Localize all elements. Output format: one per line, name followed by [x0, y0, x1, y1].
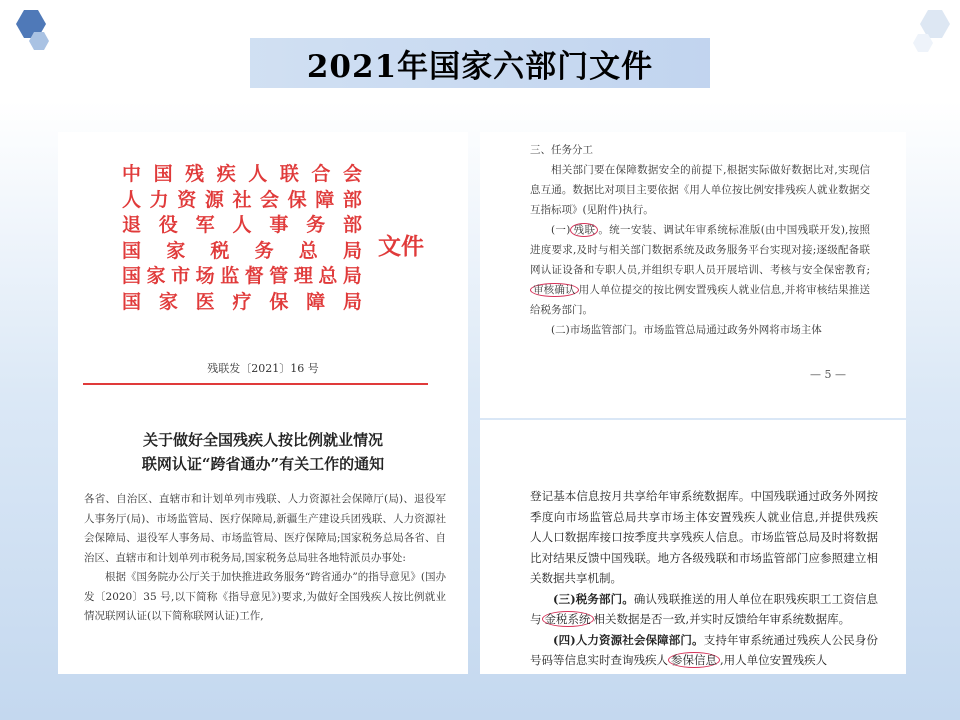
issuer-char: 疾: [216, 163, 236, 185]
issuer-char: 事: [269, 214, 289, 236]
body-paragraph: 根据《国务院办公厅关于加快推进政务服务“跨省通办”的指导意见》(国办发〔2020〕35 号,以下简称《指导意见》)要求,为做好全国残疾人按比例就业情况联网认证(以下简称联网认证)工作,: [84, 571, 446, 622]
circled-highlight: 参保信息: [668, 652, 720, 668]
document-page-5: [480, 132, 906, 418]
issuer-char: 总: [318, 265, 338, 287]
issuer-char: 家: [146, 265, 166, 287]
task-division-text: [530, 140, 870, 340]
paragraph-disabled-persons-federation: [530, 220, 870, 320]
section-heading: 三、任务分工: [530, 144, 593, 156]
issuer-char: 场: [195, 265, 215, 287]
paragraph-data-sharing: 相关部门要在保障数据安全的前提下,根据实际做好数据比对,实现信息互通。数据比对项目主要依据《用人单位按比例安排残疾人就业数据交互指标项》(见附件)执行。: [530, 164, 870, 216]
issuer-char: 税: [210, 239, 230, 262]
issuing-departments: [122, 162, 362, 315]
paragraph-tax-department: [530, 589, 878, 630]
issuer-line: [122, 239, 362, 265]
issuer-char: 残: [185, 163, 205, 185]
notice-title-line-2: 联网认证“跨省通办”有关工作的通知: [141, 455, 385, 473]
paragraph-market-supervision: (二)市场监管部门。市场监管总局通过政务外网将市场主体: [551, 324, 822, 336]
issuer-line: [122, 188, 362, 214]
issuer-char: 国: [122, 290, 142, 313]
issuer-char: 医: [195, 290, 215, 313]
issuer-char: 保: [269, 290, 289, 313]
issuer-char: 局: [342, 239, 362, 262]
issuer-char: 国: [122, 265, 142, 287]
issuer-char: 退: [122, 214, 142, 236]
item-prefix: (一): [551, 224, 571, 236]
issuer-line: [122, 264, 362, 290]
issuer-char: 役: [158, 214, 178, 236]
issuer-char: 市: [171, 265, 191, 287]
issuer-char: 务: [254, 239, 274, 262]
issuer-char: 合: [311, 163, 331, 185]
issuer-char: 总: [298, 239, 318, 262]
issuer-char: 源: [204, 188, 224, 211]
issuer-char: 保: [287, 188, 307, 211]
issuer-char: 家: [166, 239, 186, 262]
paragraph-text: ,用人单位安置残疾人: [720, 653, 828, 667]
issuer-line: [122, 213, 362, 239]
task-division-continued: [530, 486, 878, 671]
paragraph-text: 用人单位提交的按比例安置残疾人就业信息,并将审核结果推送给税务部门。: [530, 284, 870, 316]
issuer-char: 力: [149, 188, 169, 211]
paragraph-text: 支持年审系统通过残疾人公民身份号码等信息实时查询残疾人: [530, 632, 878, 667]
hexagon-decoration-left: [8, 8, 52, 56]
issuer-char: 人: [248, 163, 268, 185]
page-number: — 5 —: [810, 368, 846, 381]
paragraph-data-registration: 登记基本信息按月共享给年审系统数据库。中国残联通过政务外网按季度向市场监管总局共享市场主体安置残疾人就业信息,并提供残疾人人口数据库接口按季度共享残疾人信息。市场监管总局及时将数据比对结果反馈中国残联。地方各级残联和市场监管部门应参照建立相关数据共享机制。: [530, 489, 878, 585]
issuer-char: 国: [122, 239, 142, 262]
issuer-char: 联: [279, 163, 299, 185]
issuer-line: [122, 290, 362, 316]
notice-title-line-1: 关于做好全国残疾人按比例就业情况: [142, 431, 383, 449]
issuer-char: 局: [342, 290, 362, 313]
paragraph-text: 确认残联推送的用人单位在职残疾职工工资信息与: [530, 591, 878, 626]
issuer-char: 理: [293, 265, 313, 287]
issuer-char: 督: [244, 265, 264, 287]
issuer-char: 监: [220, 265, 240, 287]
issuer-char: 军: [195, 214, 215, 236]
issuer-line: [122, 162, 362, 188]
issuer-char: 部: [342, 188, 362, 211]
document-type-label: 文件: [378, 233, 424, 260]
issuer-char: 障: [306, 290, 326, 313]
paragraph-text: 。统一安装、调试年审系统标准版(由中国残联开发),按照进度要求,及时与相关部门数据系统及政务服务平台实现对接;逐级配备联网认证设备和专职人员,并组织专职人员开展培训、考核与安全保密教育;: [530, 224, 871, 276]
issuer-char: 资: [177, 188, 197, 211]
issuer-char: 疗: [232, 290, 252, 313]
issuer-char: 局: [342, 265, 362, 287]
issuer-char: 人: [122, 188, 142, 211]
paragraph-text: 相关数据是否一致,并实时反馈给年审系统数据库。: [593, 612, 851, 626]
document-page-cover: [58, 132, 468, 674]
issuer-char: 人: [232, 214, 252, 236]
notice-body: [84, 490, 446, 627]
addressee-paragraph: 各省、自治区、直辖市和计划单列市残联、人力资源社会保障厅(局)、退役军人事务厅(局)、市场监管局、医疗保障局,新疆生产建设兵团残联、人力资源社会保障局、退役军人事务局、市场监管局、医疗保障局;国家税务总局各省、自治区、直辖市和计划单列市税务局,国家税务总局驻各地特派员办事处:: [84, 493, 446, 564]
issuer-char: 障: [315, 188, 335, 211]
issuer-char: 会: [342, 163, 362, 185]
item-heading: (三)税务部门。: [553, 591, 634, 606]
circled-highlight: 金税系统: [542, 611, 594, 627]
slide-title: 2021年国家六部门文件: [306, 48, 654, 85]
issuer-char: 会: [260, 188, 280, 211]
document-number: 残联发〔2021〕16 号: [207, 362, 319, 375]
issuer-char: 管: [269, 265, 289, 287]
issuer-char: 国: [153, 163, 173, 185]
issuer-char: 务: [306, 214, 326, 236]
paragraph-social-security: [530, 630, 878, 671]
item-heading: (四)人力资源社会保障部门。: [553, 632, 704, 647]
red-divider: [83, 383, 428, 385]
hexagon-decoration-right: [910, 8, 954, 56]
document-page-6: [480, 420, 906, 674]
issuer-char: 家: [158, 290, 178, 313]
issuer-char: 中: [122, 163, 142, 185]
title-banner: [250, 38, 710, 88]
notice-title: [58, 428, 468, 476]
circled-highlight: 审核确认: [530, 283, 579, 297]
issuer-char: 社: [232, 188, 252, 211]
circled-highlight: 残联: [570, 223, 598, 237]
issuer-char: 部: [342, 214, 362, 236]
